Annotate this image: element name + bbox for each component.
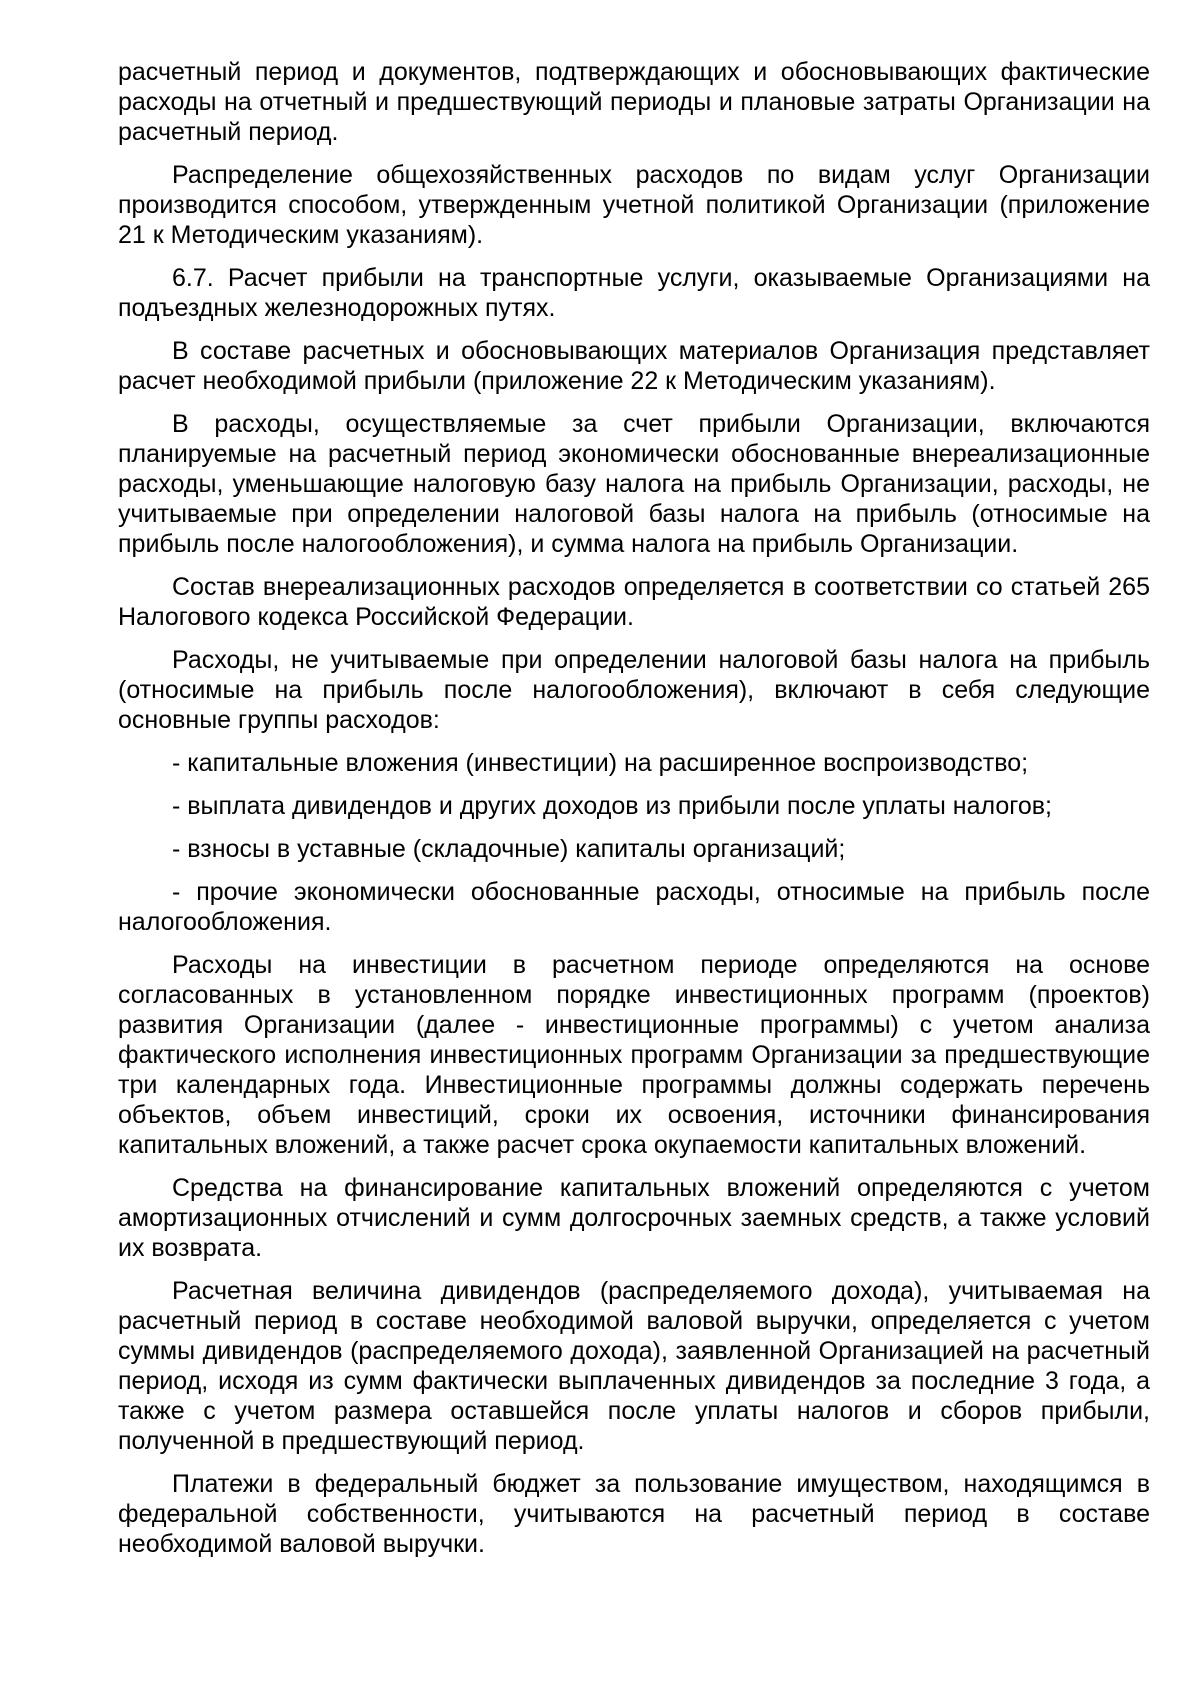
section-heading-6-7: 6.7. Расчет прибыли на транспортные услуги, оказываемые Организациями на подъездных железнодорожных путях. [118,264,1150,322]
list-item-contributions: - взносы в уставные (складочные) капиталы организаций; [172,835,846,863]
paragraph-financing: Средства на финансирование капитальных вложений определяются с учетом амортизационных отчислений и сумм долгосрочных заемных средств, а также условий их возврата. [118,1174,1150,1262]
paragraph-nonoperating-expenses: Состав внереализационных расходов определяется в соответствии со статьей 265 Налогового кодекса Российской Федерации. [118,573,1150,631]
paragraph-profit-calculation: В составе расчетных и обосновывающих материалов Организация представляет расчет необходимой прибыли (приложение 22 к Методическим указаниям). [118,337,1150,395]
paragraph-profit-expenses: В расходы, осуществляемые за счет прибыли Организации, включаются планируемые на расчетный период экономически обоснованные внереализационные расходы, уменьшающие налоговую базу налога на прибыль Организации, расходы, не учитываемые при определении налоговой базы налога на прибыль (относимые на прибыль после налогообложения), и сумма налога на прибыль Организации. [118,410,1150,558]
paragraph-dividends-estimate: Расчетная величина дивидендов (распределяемого дохода), учитываемая на расчетный период в составе необходимой валовой выручки, определяется с учетом суммы дивидендов (распределяемого дохода), заявленной Организацией на расчетный период, исходя из сумм фактически выплаченных дивидендов за последние 3 года, а также с учетом размера оставшейся после уплаты налогов и сборов прибыли, полученной в предшествующий период. [118,1277,1150,1455]
list-item-other-expenses: - прочие экономически обоснованные расходы, относимые на прибыль после налогообложения. [118,878,1150,936]
list-item-capital-investments: - капитальные вложения (инвестиции) на расширенное воспроизводство; [172,749,1029,777]
list-item-dividends: - выплата дивидендов и других доходов из прибыли после уплаты налогов; [172,792,1052,820]
paragraph-overhead-distribution: Распределение общехозяйственных расходов по видам услуг Организации производится способом, утвержденным учетной политикой Организации (приложение 21 к Методическим указаниям). [118,161,1150,249]
paragraph-investment-expenses: Расходы на инвестиции в расчетном периоде определяются на основе согласованных в установленном порядке инвестиционных программ (проектов) развития Организации (далее - инвестиционные программы) с учетом анализа фактического исполнения инвестиционных программ Организации за предшествующие три календарных года. Инвестиционные программы должны содержать перечень объектов, объем инвестиций, сроки их освоения, источники финансирования капитальных вложений, а также расчет срока окупаемости капитальных вложений. [118,951,1150,1159]
paragraph-federal-payments: Платежи в федеральный бюджет за пользование имуществом, находящимся в федеральной собственности, учитываются на расчетный период в составе необходимой валовой выручки. [118,1470,1150,1558]
paragraph-expense-groups: Расходы, не учитываемые при определении налоговой базы налога на прибыль (относимые на прибыль после налогообложения), включают в себя следующие основные группы расходов: [118,646,1150,734]
paragraph-continuation: расчетный период и документов, подтверждающих и обосновывающих фактические расходы на отчетный и предшествующий периоды и плановые затраты Организации на расчетный период. [118,58,1150,146]
